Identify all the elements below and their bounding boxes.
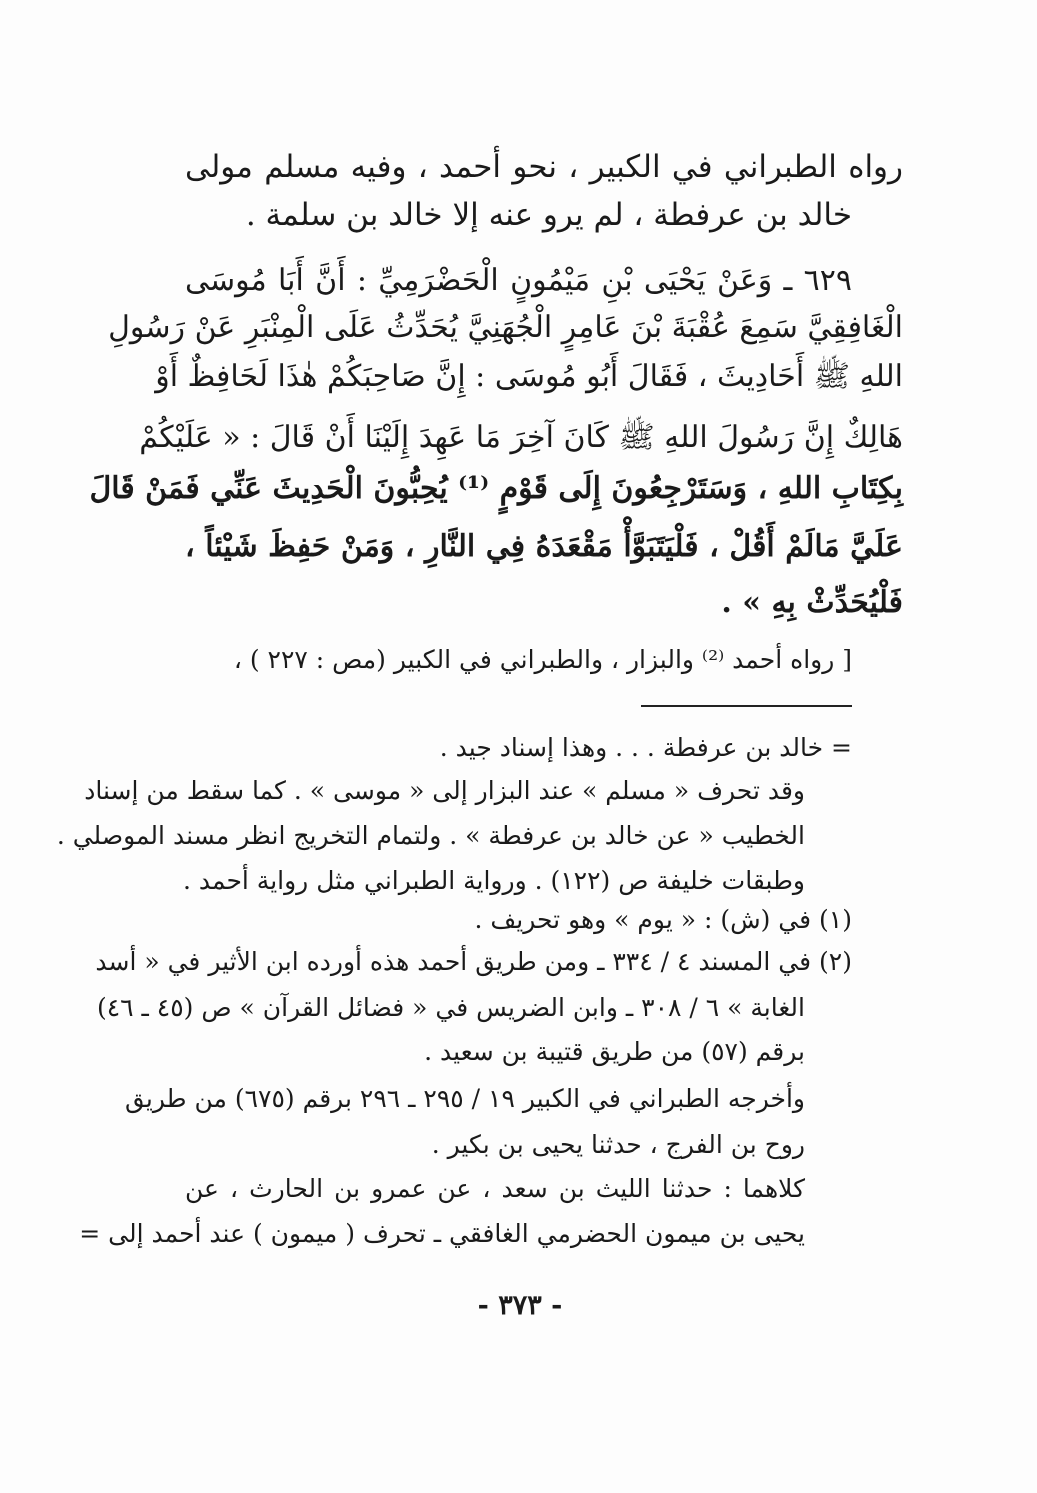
intro-line: رواه الطبراني في الكبير ، نحو أحمد ، وفيه مسلم مولى <box>185 149 903 185</box>
footnote-2-line: كلاهما : حدثنا الليث بن سعد ، عن عمرو بن الحارث ، عن <box>185 1174 805 1203</box>
footnote-1: (١) في (ش) : « يوم » وهو تحريف . <box>474 905 852 934</box>
hadith-line: هَالِكٌ إِنَّ رَسُولَ اللهِ ﷺ كَانَ آخِرَ مَا عَهِدَ إِلَيْنَا أَنْ قَالَ : « عَلَيْكُمْ <box>139 420 903 455</box>
hadith-line: عَلَيَّ مَالَمْ أَقُلْ ، فَلْيَتَبَوَّأْ مَقْعَدَهُ فِي النَّارِ ، وَمَنْ حَفِظَ شَيْئاً ، <box>185 529 903 564</box>
page-number: - ٣٧٣ - <box>477 1290 563 1321</box>
footnote-divider <box>641 705 852 707</box>
footnote-2-line: الغابة » ٦ / ٣٠٨ ـ وابن الضريس في « فضائل القرآن » ص (٤٥ ـ ٤٦) <box>96 993 805 1022</box>
footnote-line: الخطيب « عن خالد بن عرفطة » . ولتمام التخريج انظر مسند الموصلي . <box>56 821 805 850</box>
footnote-line: = خالد بن عرفطة . . . وهذا إسناد جيد . <box>439 733 852 762</box>
footnote-2-line: روح بن الفرج ، حدثنا يحيى بن بكير . <box>431 1130 805 1159</box>
intro-line: خالد بن عرفطة ، لم يرو عنه إلا خالد بن سلمة . <box>245 197 852 233</box>
hadith-line: اللهِ ﷺ أَحَادِيثَ ، فَقَالَ أَبُو مُوسَى : إِنَّ صَاحِبَكُمْ هٰذَا لَحَافِظٌ أَوْ <box>155 359 903 394</box>
footnote-2-line: يحيى بن ميمون الحضرمي الغافقي ـ تحرف ( ميمون ) عند أحمد إلى = <box>79 1219 805 1248</box>
hadith-line: ٦٢٩ ـ وَعَنْ يَحْيَى بْنِ مَيْمُونٍ الْحَضْرَمِيِّ : أَنَّ أَبَا مُوسَى <box>185 263 852 298</box>
footnote-2-line: وأخرجه الطبراني في الكبير ١٩ / ٢٩٥ ـ ٢٩٦ برقم (٦٧٥) من طريق <box>125 1084 805 1113</box>
hadith-line: الْغَافِقِيَّ سَمِعَ عُقْبَةَ بْنَ عَامِرٍ الْجُهَنِيَّ يُحَدِّثُ عَلَى الْمِنْبَرِ عَنْ رَسُولِ <box>108 310 903 345</box>
hadith-line: بِكِتَابِ اللهِ ، وَسَتَرْجِعُونَ إِلَى قَوْمٍ ⁽¹⁾ يُحِبُّونَ الْحَدِيثَ عَنِّي فَمَنْ قَالَ <box>89 471 903 506</box>
footnote-2-line: (٢) في المسند ٤ / ٣٣٤ ـ ومن طريق أحمد هذه أورده ابن الأثير في « أسد <box>95 947 852 976</box>
footnote-line: وطبقات خليفة ص (١٢٢) . ورواية الطبراني مثل رواية أحمد . <box>182 866 805 895</box>
hadith-line: فَلْيُحَدِّثْ بِهِ » . <box>721 585 903 620</box>
footnote-line: وقد تحرف « مسلم » عند البزار إلى « موسى » . كما سقط من إسناد <box>84 776 805 805</box>
footnote-2-line: برقم (٥٧) من طريق قتيبة بن سعيد . <box>424 1037 805 1066</box>
source-line: [ رواه أحمد ⁽²⁾ والبزار ، والطبراني في الكبير (مص : ٢٢٧ ) ، <box>233 645 852 674</box>
